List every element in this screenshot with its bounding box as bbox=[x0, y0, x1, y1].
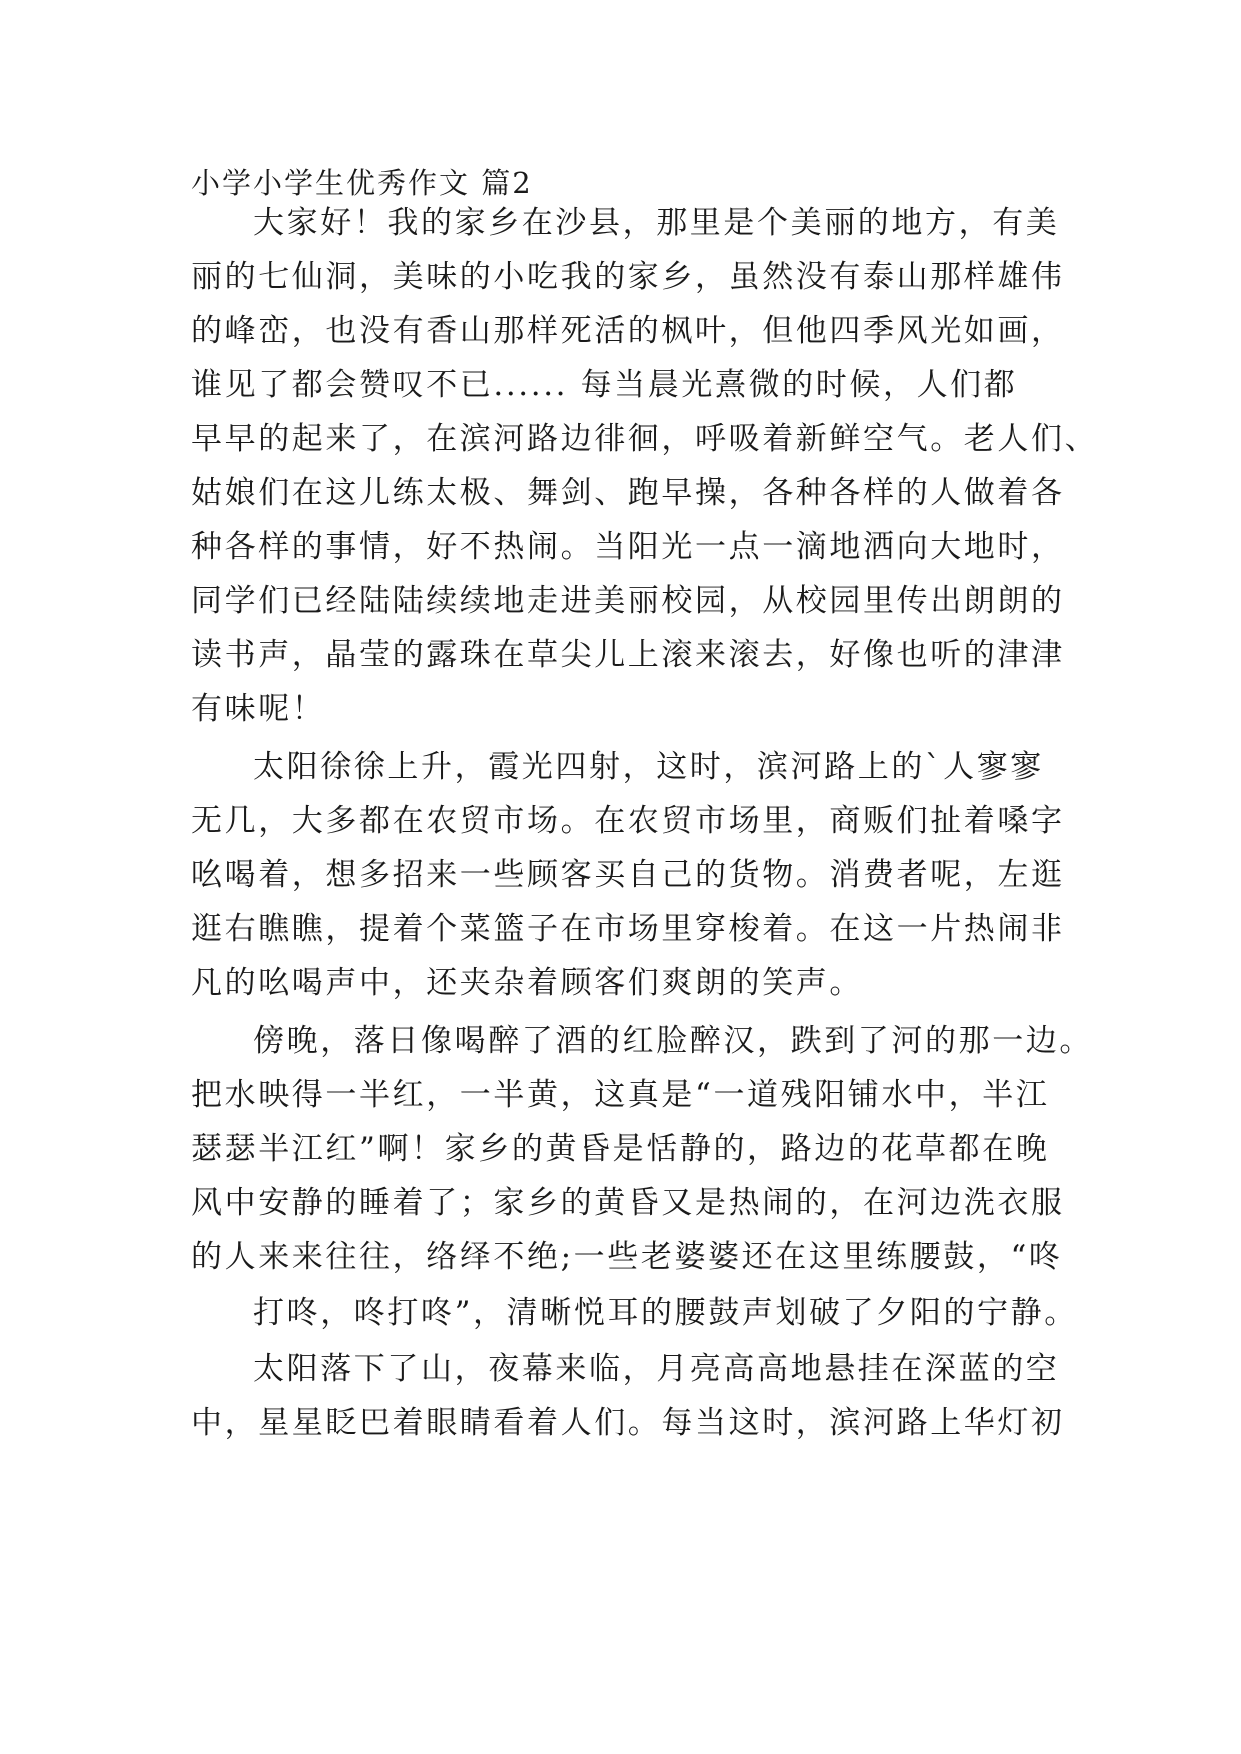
text-line: 太阳落下了山，夜幕来临，月亮高高地悬挂在深蓝的空 bbox=[253, 1351, 1060, 1387]
text-line: 无几，大多都在农贸市场。在农贸市场里，商贩们扯着嗓字 bbox=[191, 803, 1065, 839]
text-line: 丽的七仙洞，美味的小吃我的家乡，虽然没有泰山那样雄伟 bbox=[191, 259, 1065, 295]
text-line: 大家好！我的家乡在沙县，那里是个美丽的地方，有美 bbox=[253, 205, 1060, 241]
text-line: 打咚，咚打咚”，清晰悦耳的腰鼓声划破了夕阳的宁静。 bbox=[253, 1295, 1078, 1331]
text-line: 谁见了都会赞叹不已...... 每当晨光熹微的时候，人们都 bbox=[191, 367, 1018, 403]
text-line: 姑娘们在这儿练太极、舞剑、跑早操，各种各样的人做着各 bbox=[191, 475, 1065, 511]
text-line: 把水映得一半红，一半黄，这真是“一道残阳铺水中，半江 bbox=[191, 1077, 1050, 1113]
text-line: 瑟瑟半江红”啊！家乡的黄昏是恬静的，路边的花草都在晚 bbox=[191, 1131, 1050, 1167]
text-line: 同学们已经陆陆续续地走进美丽校园，从校园里传出朗朗的 bbox=[191, 583, 1065, 619]
text-line: 太阳徐徐上升，霞光四射，这时，滨河路上的`人寥寥 bbox=[253, 749, 1044, 785]
text-line: 风中安静的睡着了；家乡的黄昏又是热闹的，在河边洗衣服 bbox=[191, 1185, 1065, 1221]
text-line: 读书声，晶莹的露珠在草尖儿上滚来滚去，好像也听的津津 bbox=[191, 637, 1065, 673]
text-line: 的人来来往往，络绎不绝;一些老婆婆还在这里练腰鼓，“咚 bbox=[191, 1239, 1063, 1275]
text-line: 中，星星眨巴着眼睛看着人们。每当这时，滨河路上华灯初 bbox=[191, 1405, 1065, 1441]
text-line: 的峰峦，也没有香山那样死活的枫叶，但他四季风光如画， bbox=[191, 313, 1065, 349]
text-line: 凡的吆喝声中，还夹杂着顾客们爽朗的笑声。 bbox=[191, 965, 863, 1001]
text-line: 逛右瞧瞧，提着个菜篮子在市场里穿梭着。在这一片热闹非 bbox=[191, 911, 1065, 947]
text-line: 吆喝着，想多招来一些顾客买自己的货物。消费者呢，左逛 bbox=[191, 857, 1065, 893]
text-line: 种各样的事情，好不热闹。当阳光一点一滴地洒向大地时， bbox=[191, 529, 1065, 565]
document-title: 小学小学生优秀作文 篇2 bbox=[191, 166, 533, 200]
text-line: 早早的起来了，在滨河路边徘徊，呼吸着新鲜空气。老人们、 bbox=[191, 421, 1099, 457]
text-line: 有味呢！ bbox=[191, 691, 326, 727]
text-line: 傍晚，落日像喝醉了酒的红脸醉汉，跌到了河的那一边。 bbox=[253, 1023, 1093, 1059]
